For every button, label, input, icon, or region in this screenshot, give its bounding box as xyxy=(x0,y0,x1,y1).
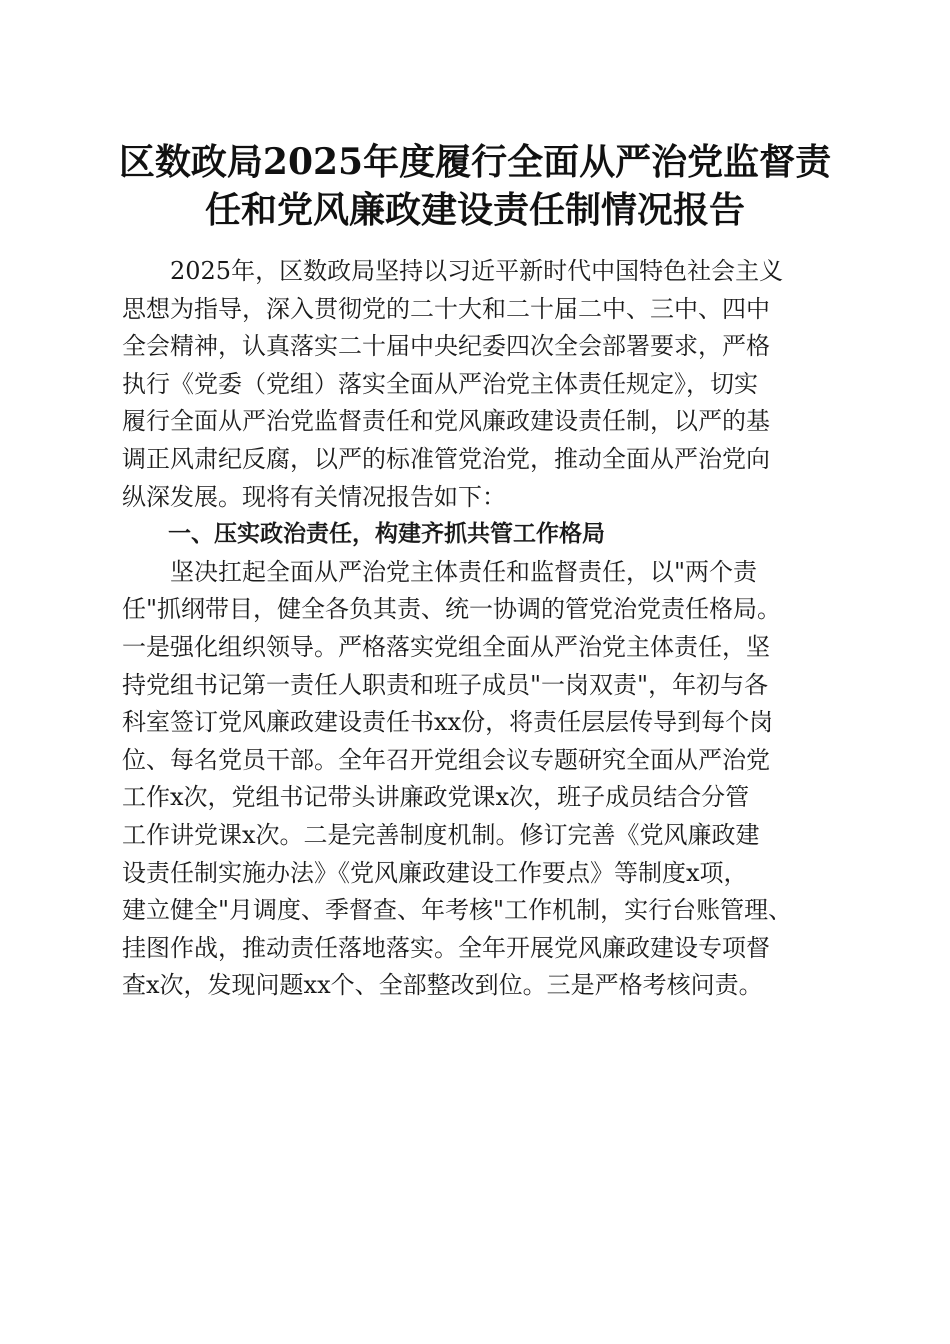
body-line: 工作x次，党组书记带头讲廉政党课x次，班子成员结合分管 xyxy=(122,783,750,812)
document-title xyxy=(100,138,850,234)
document-body xyxy=(122,253,842,1005)
body-line: 全会精神，认真落实二十届中央纪委四次全会部署要求，严格 xyxy=(122,332,770,361)
body-line: 位、每名党员干部。全年召开党组会议专题研究全面从严治党 xyxy=(122,745,770,774)
body-line: 建立健全"月调度、季督查、年考核"工作机制，实行台账管理、 xyxy=(122,896,793,925)
body-line: 纵深发展。现将有关情况报告如下： xyxy=(122,482,506,511)
section-heading: 一、压实政治责任，构建齐抓共管工作格局 xyxy=(122,521,605,548)
body-line: 工作讲党课x次。二是完善制度机制。修订完善《党风廉政建 xyxy=(122,820,760,849)
body-line: 科室签订党风廉政建设责任书xx份，将责任层层传导到每个岗 xyxy=(122,708,774,737)
body-line: 履行全面从严治党监督责任和党风廉政建设责任制，以严的基 xyxy=(122,407,770,436)
body-line: 坚决扛起全面从严治党主体责任和监督责任，以"两个责 xyxy=(122,557,758,586)
body-line: 执行《党委（党组）落实全面从严治党主体责任规定》，切实 xyxy=(122,369,758,398)
title-line-1: 区数政局2025年度履行全面从严治党监督责 xyxy=(118,141,832,183)
body-line: 调正风肃纪反腐，以严的标准管党治党，推动全面从严治党向 xyxy=(122,444,770,473)
title-line-2: 任和党风廉政建设责任制情况报告 xyxy=(204,189,745,231)
body-line: 查x次，发现问题xx个、全部整改到位。三是严格考核问责。 xyxy=(122,971,763,1000)
body-line: 挂图作战，推动责任落地落实。全年开展党风廉政建设专项督 xyxy=(122,933,770,962)
body-line: 任"抓纲带目，健全各负其责、统一协调的管党治党责任格局。 xyxy=(122,595,782,624)
body-line: 2025年，区数政局坚持以习近平新时代中国特色社会主义 xyxy=(122,257,784,285)
body-line: 设责任制实施办法》《党风廉政建设工作要点》等制度x项， xyxy=(122,858,748,887)
body-line: 持党组书记第一责任人职责和班子成员"一岗双责"，年初与各 xyxy=(122,670,769,699)
body-line: 思想为指导，深入贯彻党的二十大和二十届二中、三中、四中 xyxy=(122,294,770,323)
body-line: 一是强化组织领导。严格落实党组全面从严治党主体责任，坚 xyxy=(122,632,770,661)
